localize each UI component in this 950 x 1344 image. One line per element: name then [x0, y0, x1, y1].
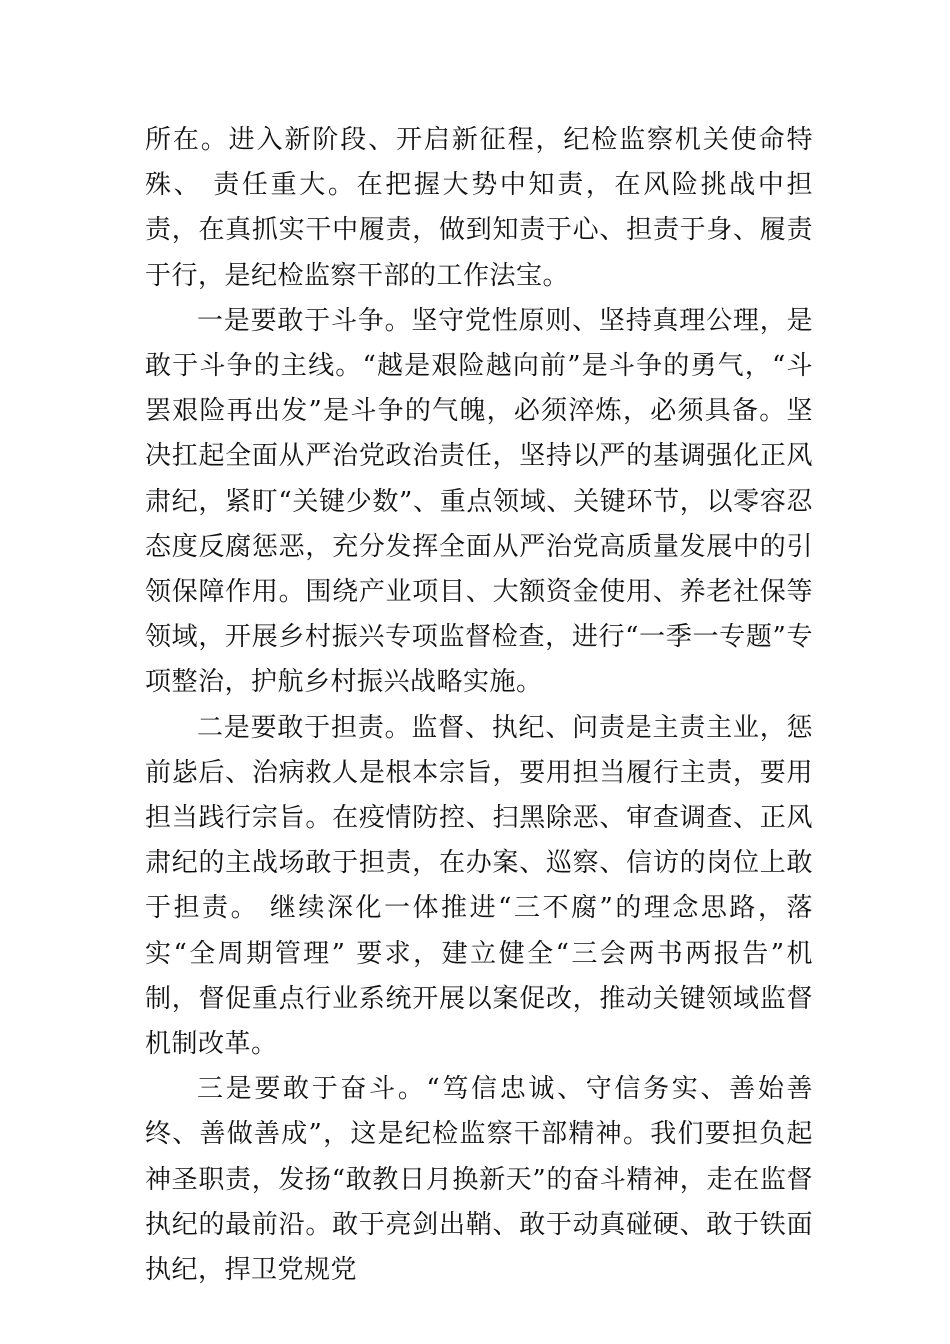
- paragraph-struggle: 一是要敢于斗争。坚守党性原则、坚持真理公理，是敢于斗争的主线。“越是艰险越向前”是斗争的勇气，“斗罢艰险再出发”是斗争的气魄，必须淬炼，必须具备。坚决扛起全面从严治党政治责任，坚持以严的基调强化正风肃纪，紧盯“关键少数”、重点领域、关键环节，以零容忍态度反腐惩恶，充分发挥全面从严治党高质量发展中的引领保障作用。围绕产业项目、大额资金使用、养老社保等领域，开展乡村振兴专项监督检查，进行“一季一专题”专项整治，护航乡村振兴战略实施。: [145, 305, 813, 698]
- paragraph-intro: 所在。进入新阶段、开启新征程，纪检监察机关使命特殊、 责任重大。在把握大势中知责，在风险挑战中担责，在真抓实干中履责，做到知责于心、担责于身、履责于行，是纪检监察干部的工作法宝。: [145, 125, 813, 291]
- paragraph-strive: 三是要敢于奋斗。“笃信忠诚、守信务实、善始善终、善做善成”，这是纪检监察干部精神。我们要担负起神圣职责，发扬“敢教日月换新天”的奋斗精神，走在监督执纪的最前沿。敢于亮剑出鞘、敢于动真碰硬、敢于铁面执纪，捍卫党规党: [145, 1074, 813, 1286]
- paragraph-responsibility: 二是要敢于担责。监督、执纪、问责是主责主业，惩前毖后、治病救人是根本宗旨，要用担当履行主责，要用担当践行宗旨。在疫情防控、扫黑除恶、审查调查、正风肃纪的主战场敢于担责，在办案、巡察、信访的岗位上敢于担责。 继续深化一体推进“三不腐”的理念思路，落实“全周期管理” 要求，建立健全“三会两书两报告”机制，督促重点行业系统开展以案促改，推动关键领域监督机制改革。: [145, 712, 813, 1060]
- document-body: [145, 118, 813, 1293]
